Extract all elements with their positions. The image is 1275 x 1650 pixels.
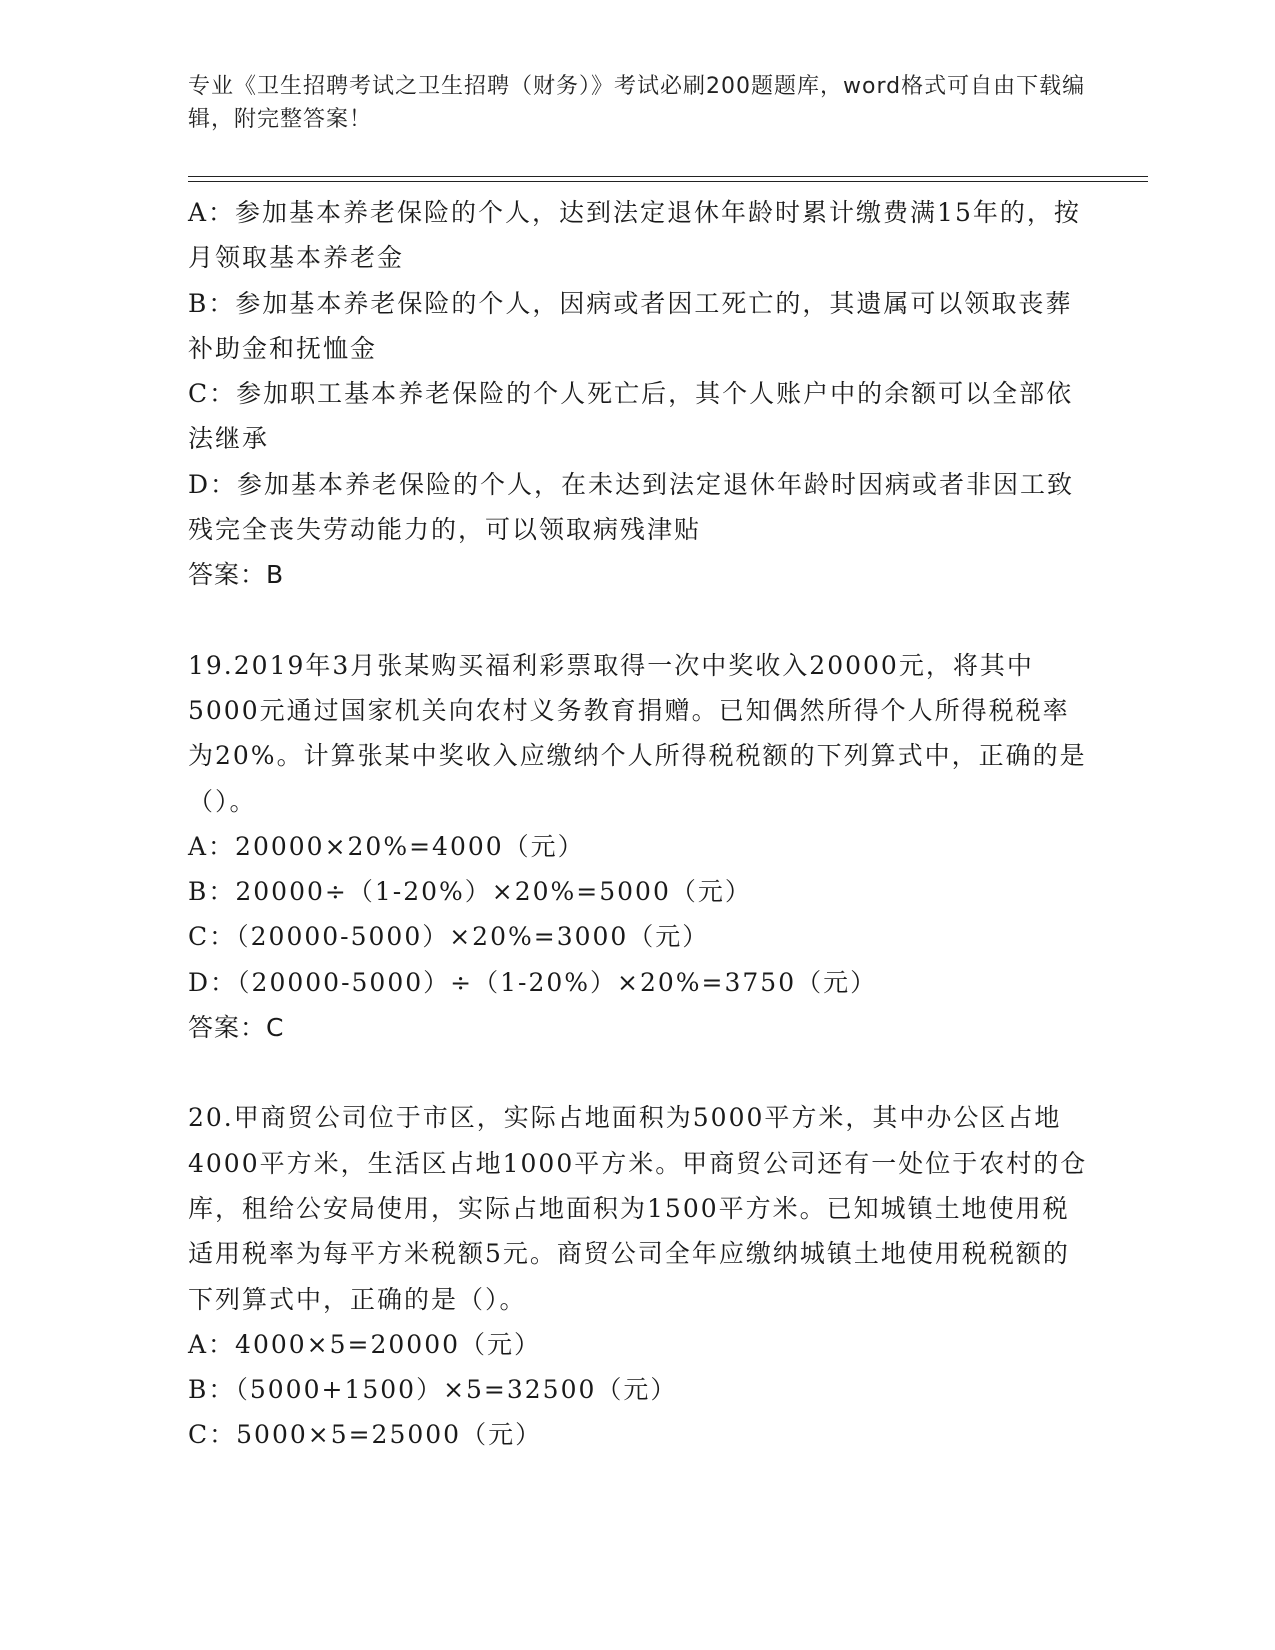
q20-option-c: C：5000×5=25000（元） (188, 1420, 543, 1450)
question-content (188, 190, 1088, 1458)
document-header: 专业《卫生招聘考试之卫生招聘（财务）》考试必刷200题题库，word格式可自由下载编辑，附完整答案！ (188, 74, 1086, 132)
q19-option-b: B：20000÷（1-20%）×20%=5000（元） (188, 877, 752, 907)
q19-answer: 答案：C (188, 1013, 285, 1043)
q18-option-c: C：参加职工基本养老保险的个人死亡后，其个人账户中的余额可以全部依法继承 (188, 379, 1074, 454)
q18-option-b: B：参加基本养老保险的个人，因病或者因工死亡的，其遗属可以领取丧葬补助金和抚恤金 (188, 288, 1073, 363)
spacer (188, 1050, 1088, 1095)
q19-stem: 19.2019年3月张某购买福利彩票取得一次中奖收入20000元，将其中5000元通过国家机关向农村义务教育捐赠。已知偶然所得个人所得税税率为20%。计算张某中奖收入应缴纳个人所得税税额的下列算式中，正确的是（）。 (188, 650, 1087, 816)
q18-answer: 答案：B (188, 560, 285, 590)
q18-option-a: A：参加基本养老保险的个人，达到法定退休年龄时累计缴费满15年的，按月领取基本养老金 (188, 198, 1081, 273)
header-rule-top (188, 176, 1148, 177)
q19-option-a: A：20000×20%=4000（元） (188, 831, 585, 861)
header-rule-bottom (188, 181, 1148, 182)
q20-option-b: B：（5000+1500）×5=32500（元） (188, 1375, 678, 1405)
q19-option-c: C：（20000-5000）×20%=3000（元） (188, 922, 710, 952)
q18-option-d: D：参加基本养老保险的个人，在未达到法定退休年龄时因病或者非因工致残完全丧失劳动能力的，可以领取病残津贴 (188, 469, 1075, 545)
q20-stem: 20.甲商贸公司位于市区，实际占地面积为5000平方米，其中办公区占地4000平方米，生活区占地1000平方米。甲商贸公司还有一处位于农村的仓库，租给公安局使用，实际占地面积为1500平方米。已知城镇土地使用税适用税率为每平方米税额5元。商贸公司全年应缴纳城镇土地使用税税额的下列算式中，正确的是（）。 (188, 1103, 1088, 1314)
q20-option-a: A：4000×5=20000（元） (188, 1329, 542, 1359)
spacer (188, 598, 1088, 643)
q19-option-d: D：（20000-5000）÷（1-20%）×20%=3750（元） (188, 967, 878, 997)
